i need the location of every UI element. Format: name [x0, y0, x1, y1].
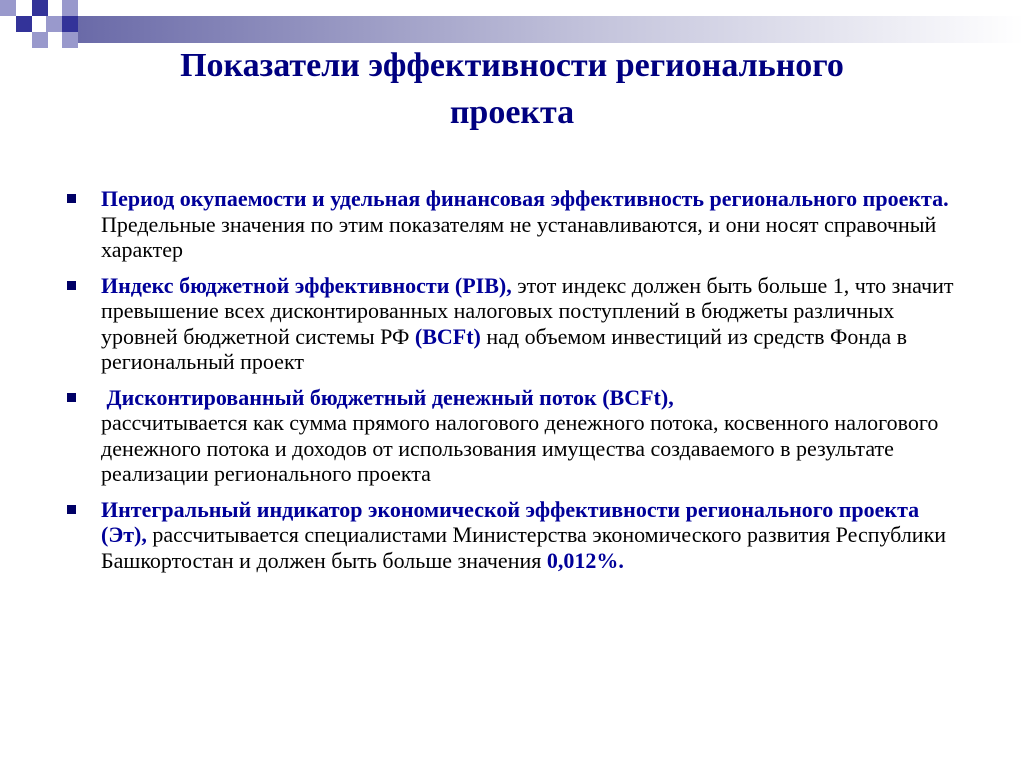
square-bullet-icon: [67, 194, 76, 203]
deco-square: [46, 16, 62, 32]
deco-square: [32, 32, 48, 48]
bullet-text: рассчитывается как сумма прямого налогового денежного потока, косвенного налогового денежного потока и доходов от использования имущества создаваемого в результате реализации регионального проекта: [101, 410, 939, 486]
square-bullet-icon: [67, 281, 76, 290]
bullet-text: Предельные значения по этим показателям не устанавливаются, и они носят справочный характер: [101, 211, 937, 262]
bullet-text: рассчитывается специалистами Министерства экономического развития Республики Башкортостан и должен быть больше значения: [101, 522, 947, 573]
bullet-heading: Дисконтированный бюджетный денежный поток (BCFt),: [101, 384, 674, 410]
deco-square: [16, 16, 32, 32]
header-gradient-band: [78, 16, 1024, 43]
bullet-heading: Интегральный индикатор экономической эффективности регионального проекта (Эт),: [101, 496, 920, 547]
bullet-emphasis: 0,012%.: [546, 547, 624, 573]
deco-square: [62, 0, 78, 16]
slide-title-line-2: проекта: [449, 94, 575, 131]
bullet-text: этот индекс должен быть больше 1, что значит превышение всех дисконтированных налоговых поступлений в бюджеты различных уровней бюджетной системы РФ: [101, 272, 954, 349]
deco-square: [62, 16, 78, 32]
deco-square: [32, 0, 48, 16]
bullet-heading: Индекс бюджетной эффективности (PIB),: [101, 272, 512, 298]
bullet-text-continued: над объемом инвестиций из средств Фонда в региональный проект: [101, 323, 908, 374]
bullet-heading: Период окупаемости и удельная финансовая эффективность регионального проекта.: [101, 186, 949, 211]
bullet-emphasis: (BCFt): [414, 323, 481, 349]
square-bullet-icon: [67, 393, 76, 402]
deco-square: [0, 0, 16, 16]
slide-title-line-1: Показатели эффективности регионального: [180, 47, 844, 84]
bullet-item-integral-indicator: [101, 497, 961, 574]
bullet-item-discounted-cash-flow: [101, 385, 961, 487]
square-bullet-icon: [67, 505, 76, 514]
bullet-item-budget-efficiency-index: [101, 273, 961, 375]
bullet-item-payback: [101, 186, 961, 263]
bullet-list: [101, 186, 961, 583]
slide-title: [60, 42, 964, 136]
